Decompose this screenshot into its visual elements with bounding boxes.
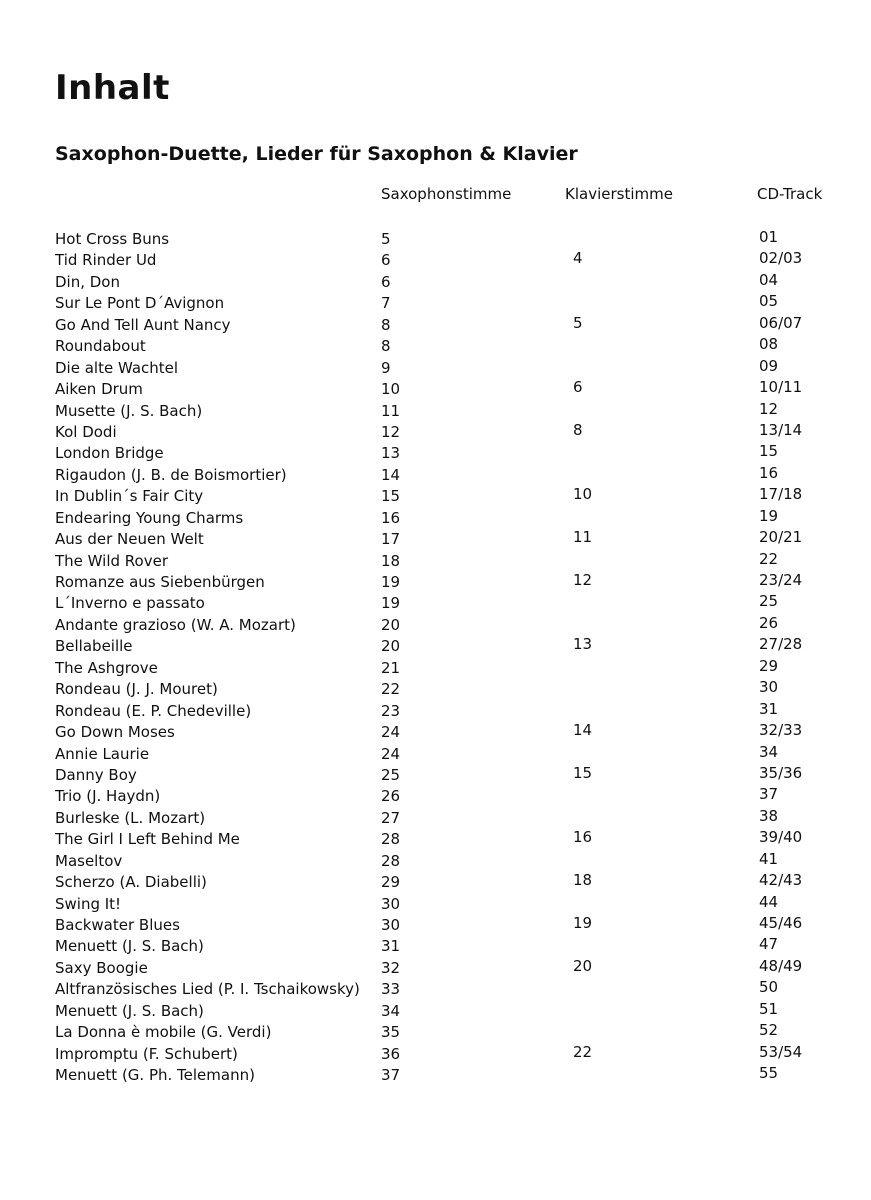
table-row <box>0 1064 871 1085</box>
table-row <box>0 571 871 592</box>
cd-track: 32/33 <box>759 721 803 740</box>
saxophon-page: 26 <box>381 787 401 806</box>
song-title: Die alte Wachtel <box>55 358 179 377</box>
cd-track: 22 <box>759 549 779 568</box>
saxophon-page: 36 <box>381 1044 401 1063</box>
table-row <box>0 657 871 678</box>
song-title: Andante grazioso (W. A. Mozart) <box>55 615 296 634</box>
saxophon-page: 18 <box>381 551 401 570</box>
song-title: In Dublin´s Fair City <box>55 487 204 506</box>
klavier-page: 4 <box>573 249 583 268</box>
table-row <box>0 1043 871 1064</box>
song-title: Altfranzösisches Lied (P. I. Tschaikowsky) <box>55 980 360 999</box>
cd-track: 37 <box>759 785 779 804</box>
cd-track: 35/36 <box>759 763 803 782</box>
saxophon-page: 16 <box>381 508 401 527</box>
table-row <box>0 592 871 613</box>
saxophon-page: 22 <box>381 680 401 699</box>
song-title: London Bridge <box>55 444 164 463</box>
song-title: Rondeau (E. P. Chedeville) <box>55 701 252 720</box>
table-row <box>0 893 871 914</box>
contents-table <box>0 228 871 1086</box>
cd-track: 23/24 <box>759 571 803 589</box>
song-title: Maseltov <box>55 851 123 870</box>
klavier-page: 11 <box>573 528 593 547</box>
klavier-page: 22 <box>573 1042 593 1061</box>
klavier-page: 18 <box>573 871 593 890</box>
saxophon-page: 6 <box>381 251 391 270</box>
saxophon-page: 30 <box>381 916 401 934</box>
cd-track: 08 <box>759 335 779 354</box>
song-title: Menuett (G. Ph. Telemann) <box>55 1066 255 1085</box>
table-row <box>0 421 871 442</box>
saxophon-page: 8 <box>381 337 391 356</box>
table-row <box>0 1021 871 1042</box>
saxophon-page: 21 <box>381 658 401 677</box>
column-header-saxophonstimme: Saxophonstimme <box>381 185 512 203</box>
song-title: Menuett (J. S. Bach) <box>55 937 204 956</box>
cd-track: 38 <box>759 806 779 825</box>
cd-track: 27/28 <box>759 635 803 654</box>
cd-track: 51 <box>759 999 779 1018</box>
saxophon-page: 8 <box>381 315 391 334</box>
saxophon-page: 13 <box>381 444 401 463</box>
cd-track: 39/40 <box>759 828 803 847</box>
cd-track: 09 <box>759 356 779 375</box>
song-title: Kol Dodi <box>55 422 117 441</box>
table-row <box>0 378 871 399</box>
table-row <box>0 743 871 764</box>
klavier-page: 6 <box>573 378 583 397</box>
cd-track: 50 <box>759 978 779 997</box>
saxophon-page: 28 <box>381 851 401 870</box>
saxophon-page: 17 <box>381 530 401 549</box>
page-title: Inhalt <box>55 68 170 108</box>
saxophon-page: 11 <box>381 401 401 420</box>
cd-track: 15 <box>759 442 779 461</box>
cd-track: 30 <box>759 678 779 697</box>
table-row <box>0 357 871 378</box>
klavier-page: 12 <box>573 571 593 589</box>
saxophon-page: 35 <box>381 1023 401 1042</box>
song-title: Romanze aus Siebenbürgen <box>55 573 265 591</box>
saxophon-page: 15 <box>381 487 401 506</box>
saxophon-page: 12 <box>381 422 401 441</box>
klavier-page: 8 <box>573 420 583 439</box>
song-title: Musette (J. S. Bach) <box>55 401 203 420</box>
saxophon-page: 24 <box>381 744 401 763</box>
table-row <box>0 400 871 421</box>
song-title: L´Inverno e passato <box>55 594 205 613</box>
song-title: Danny Boy <box>55 765 137 784</box>
cd-track: 05 <box>759 292 779 311</box>
saxophon-page: 25 <box>381 765 401 784</box>
klavier-page: 14 <box>573 721 593 740</box>
table-row <box>0 271 871 292</box>
song-title: Trio (J. Haydn) <box>55 787 161 806</box>
table-row <box>0 635 871 656</box>
section-title: Saxophon-Duette, Lieder für Saxophon & Klavier <box>55 143 578 165</box>
saxophon-page: 37 <box>381 1066 401 1085</box>
table-row <box>0 528 871 549</box>
song-title: Sur Le Pont D´Avignon <box>55 294 225 313</box>
song-title: Annie Laurie <box>55 744 150 763</box>
table-row <box>0 850 871 871</box>
table-row <box>0 464 871 485</box>
table-row <box>0 485 871 506</box>
cd-track: 01 <box>759 228 779 246</box>
song-title: Burleske (L. Mozart) <box>55 808 206 827</box>
saxophon-page: 30 <box>381 894 401 913</box>
klavier-page: 5 <box>573 313 583 332</box>
table-row <box>0 1000 871 1021</box>
song-title: Menuett (J. S. Bach) <box>55 1001 204 1020</box>
song-title: The Wild Rover <box>55 551 168 570</box>
cd-track: 25 <box>759 592 779 611</box>
table-row <box>0 335 871 356</box>
cd-track: 12 <box>759 399 779 418</box>
song-title: Impromptu (F. Schubert) <box>55 1044 238 1063</box>
cd-track: 45/46 <box>759 914 803 932</box>
cd-track: 53/54 <box>759 1042 803 1061</box>
table-row <box>0 314 871 335</box>
song-title: Rondeau (J. J. Mouret) <box>55 680 218 699</box>
cd-track: 52 <box>759 1021 779 1040</box>
table-row <box>0 228 871 249</box>
cd-track: 06/07 <box>759 313 803 332</box>
table-row <box>0 957 871 978</box>
saxophon-page: 33 <box>381 980 401 999</box>
klavier-page: 19 <box>573 914 593 932</box>
song-title: Hot Cross Buns <box>55 230 170 248</box>
song-title: Bellabeille <box>55 637 133 656</box>
table-row <box>0 978 871 999</box>
saxophon-page: 19 <box>381 594 401 613</box>
cd-track: 26 <box>759 613 779 632</box>
cd-track: 55 <box>759 1064 779 1083</box>
song-title: Aiken Drum <box>55 380 143 399</box>
cd-track: 17/18 <box>759 485 803 504</box>
table-row <box>0 828 871 849</box>
table-row <box>0 914 871 935</box>
cd-track: 19 <box>759 506 779 525</box>
cd-track: 02/03 <box>759 249 803 268</box>
saxophon-page: 6 <box>381 272 391 291</box>
saxophon-page: 20 <box>381 615 401 634</box>
saxophon-page: 32 <box>381 958 401 977</box>
cd-track: 47 <box>759 935 779 954</box>
column-header-klavierstimme: Klavierstimme <box>565 185 673 203</box>
song-title: Go And Tell Aunt Nancy <box>55 315 231 334</box>
table-row <box>0 700 871 721</box>
table-row <box>0 721 871 742</box>
saxophon-page: 5 <box>381 230 391 248</box>
song-title: Roundabout <box>55 337 146 356</box>
saxophon-page: 14 <box>381 465 401 484</box>
cd-track: 34 <box>759 742 779 761</box>
song-title: La Donna è mobile (G. Verdi) <box>55 1023 272 1042</box>
cd-track: 48/49 <box>759 956 803 975</box>
klavier-page: 16 <box>573 828 593 847</box>
saxophon-page: 20 <box>381 637 401 656</box>
song-title: Aus der Neuen Welt <box>55 530 204 549</box>
saxophon-page: 34 <box>381 1001 401 1020</box>
klavier-page: 10 <box>573 485 593 504</box>
table-row <box>0 678 871 699</box>
song-title: Go Down Moses <box>55 723 175 742</box>
cd-track: 13/14 <box>759 420 803 439</box>
song-title: Din, Don <box>55 272 120 291</box>
saxophon-page: 29 <box>381 873 401 892</box>
table-row <box>0 935 871 956</box>
cd-track: 31 <box>759 699 779 718</box>
table-row <box>0 871 871 892</box>
column-header-cd-track: CD-Track <box>757 185 823 203</box>
saxophon-page: 23 <box>381 701 401 720</box>
song-title: The Girl I Left Behind Me <box>55 830 240 849</box>
song-title: The Ashgrove <box>55 658 158 677</box>
table-row <box>0 292 871 313</box>
cd-track: 16 <box>759 463 779 482</box>
song-title: Scherzo (A. Diabelli) <box>55 873 207 892</box>
table-row <box>0 764 871 785</box>
table-row <box>0 614 871 635</box>
saxophon-page: 28 <box>381 830 401 849</box>
saxophon-page: 7 <box>381 294 391 313</box>
saxophon-page: 31 <box>381 937 401 956</box>
table-row <box>0 785 871 806</box>
saxophon-page: 27 <box>381 808 401 827</box>
song-title: Rigaudon (J. B. de Boismortier) <box>55 465 287 484</box>
song-title: Swing It! <box>55 894 122 913</box>
klavier-page: 13 <box>573 635 593 654</box>
song-title: Backwater Blues <box>55 916 180 934</box>
saxophon-page: 10 <box>381 380 401 399</box>
table-row <box>0 507 871 528</box>
cd-track: 04 <box>759 270 779 289</box>
saxophon-page: 9 <box>381 358 391 377</box>
saxophon-page: 19 <box>381 573 401 591</box>
cd-track: 29 <box>759 656 779 675</box>
table-row <box>0 550 871 571</box>
klavier-page: 20 <box>573 956 593 975</box>
saxophon-page: 24 <box>381 723 401 742</box>
song-title: Endearing Young Charms <box>55 508 244 527</box>
song-title: Saxy Boogie <box>55 958 148 977</box>
cd-track: 42/43 <box>759 871 803 890</box>
cd-track: 41 <box>759 849 779 868</box>
table-row <box>0 807 871 828</box>
cd-track: 20/21 <box>759 528 803 547</box>
song-title: Tid Rinder Ud <box>55 251 157 270</box>
cd-track: 44 <box>759 892 779 911</box>
table-row <box>0 249 871 270</box>
klavier-page: 15 <box>573 763 593 782</box>
table-row <box>0 442 871 463</box>
cd-track: 10/11 <box>759 378 803 397</box>
